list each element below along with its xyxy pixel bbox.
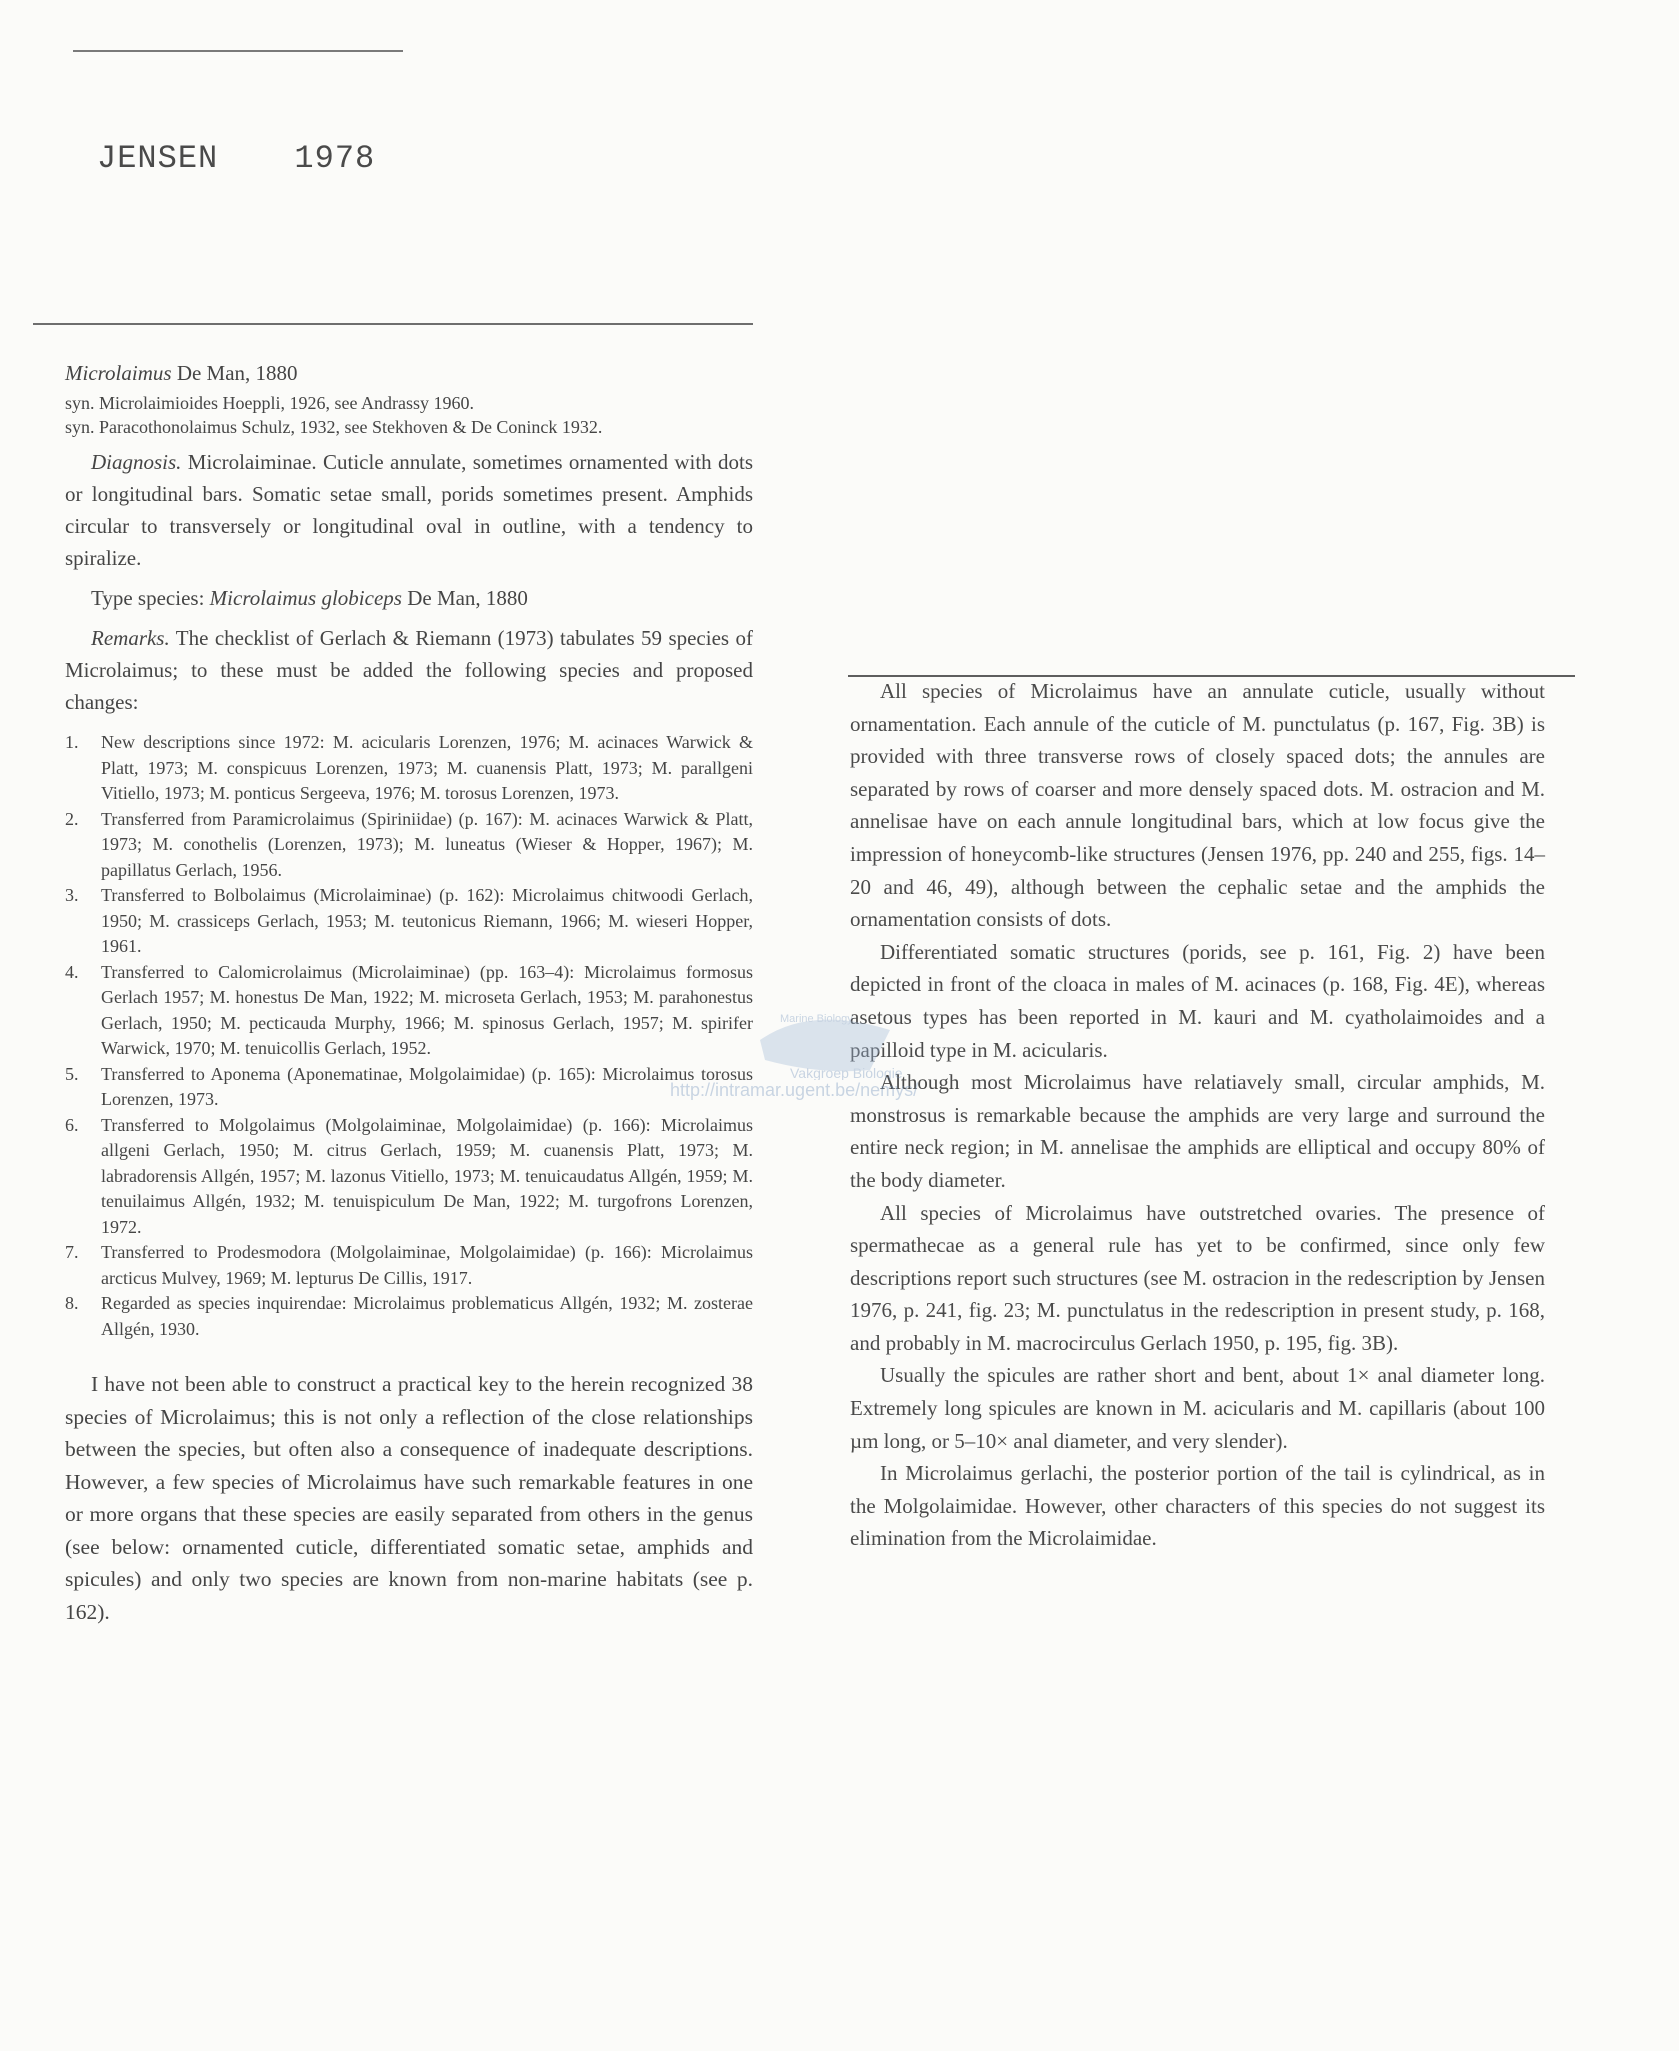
type-species-name: Microlaimus globiceps <box>209 586 402 610</box>
paragraph-spicules: Usually the spicules are rather short and bent, about 1× anal diameter long. Extremely long spicules are known in M. acicularis and M. capillaris (about 100 µm long, or 5–10× anal diameter, and very slender). <box>850 1363 1545 1453</box>
list-item-number: 7. <box>65 1242 79 1262</box>
list-item <box>65 960 753 1062</box>
header-year: 1978 <box>294 140 376 177</box>
list-item <box>65 1291 753 1342</box>
watermark-org2: Vakgroep Biologie <box>790 1065 903 1080</box>
left-column-rule <box>33 323 753 325</box>
list-item-number: 5. <box>65 1063 79 1084</box>
list-item-text: Transferred to Molgolaimus (Molgolaiminae, Molgolaimidae) (p. 166): Microlaimus allgeni Gerlach, 1950; M. citrus Gerlach, 1959; M. cuanensis Platt, 1973; M. labradorensis Allgén, 1957; M. lazonus Vitiello, 1973; M. tenuicaudatus Allgén, 1959; M. tenuilaimus Allgén, 1932; M. tenuispiculum De Man, 1922; M. turgofrons Lorenzen, 1972. <box>101 1114 753 1237</box>
paragraph-tail: In Microlaimus gerlachi, the posterior portion of the tail is cylindrical, as in the Molgolaimidae. However, other characters of this species do not suggest its elimination from the Microlaimidae. <box>850 1461 1545 1551</box>
list-item-text: New descriptions since 1972: M. acicularis Lorenzen, 1976; M. acinaces Warwick & Platt, 1973; M. conspicuus Lorenzen, 1973; M. cuanensis Platt, 1973; M. parallgeni Vitiello, 1973; M. ponticus Sergeeva, 1976; M. torosus Lorenzen, 1973. <box>101 732 753 803</box>
remarks-paragraph <box>65 622 753 718</box>
watermark-org1: Marine Biology <box>780 1013 853 1025</box>
list-item-text: Transferred to Calomicrolaimus (Microlaiminae) (pp. 163–4): Microlaimus formosus Gerlach 1957; M. honestus De Man, 1922; M. microseta Gerlach, 1953; M. parahonestus Gerlach, 1950; M. pecticauda Murphy, 1966; M. spinosus Gerlach, 1957; M. spirifer Warwick, 1970; M. tenuicollis Gerlach, 1952. <box>101 961 753 1058</box>
list-item-text: Regarded as species inquirendae: Microlaimus problematicus Allgén, 1932; M. zosterae Allgén, 1930. <box>101 1293 753 1339</box>
list-item-number: 4. <box>65 961 79 982</box>
list-item <box>65 1062 753 1113</box>
list-item <box>65 1240 753 1291</box>
header-author: JENSEN <box>97 140 219 177</box>
diagnosis-paragraph <box>65 446 753 574</box>
paragraph-somatic-structures: Differentiated somatic structures (porids, see p. 161, Fig. 2) have been depicted in front of the cloaca in males of M. acinaces (p. 168, Fig. 4E), whereas asetous types has been reported in M. kauri and M. cyatholaimoides and a papilloid type in M. acicularis. <box>850 939 1545 1062</box>
list-item <box>65 883 753 960</box>
list-item-text: Transferred to Prodesmodora (Molgolaiminae, Molgolaimidae) (p. 166): Microlaimus arcticus Mulvey, 1969; M. lepturus De Cillis, 1917. <box>101 1242 753 1288</box>
remarks-label: Remarks. <box>91 626 170 650</box>
type-species-paragraph <box>65 582 753 614</box>
list-item-text: Transferred to Bolbolaimus (Microlaiminae) (p. 162): Microlaimus chitwoodi Gerlach, 1950; M. crassiceps Gerlach, 1953; M. teutonicus Riemann, 1966; M. wieseri Hopper, 1961. <box>101 885 753 956</box>
list-item-number: 8. <box>65 1293 79 1313</box>
list-item-number: 2. <box>65 808 79 829</box>
synonym-2: syn. Paracothonolaimus Schulz, 1932, see Stekhoven & De Coninck 1932. <box>65 417 603 437</box>
list-item <box>65 807 753 884</box>
diagnosis-text: Microlaiminae. Cuticle annulate, sometimes ornamented with dots or longitudinal bars. Somatic setae small, porids sometimes present. Amphids circular to transversely or longitudinal oval in outline, with a tendency to spiralize. <box>65 450 753 570</box>
list-item-number: 1. <box>65 732 79 752</box>
page-header <box>97 140 431 177</box>
paragraph-cuticle: All species of Microlaimus have an annulate cuticle, usually without ornamentation. Each annule of the cuticle of M. punctulatus (p. 167, Fig. 3B) is provided with three transverse rows of closely spaced dots; the annules are separated by rows of coarser and more densely spaced dots. M. ostracion and M. annelisae have on each annule longitudinal bars, which at low focus give the impression of honeycomb-like structures (Jensen 1976, pp. 240 and 255, figs. 14–20 and 46, 49), although between the cephalic setae and the amphids the ornamentation consists of dots. <box>850 679 1545 932</box>
list-item <box>65 730 753 807</box>
list-item-number: 6. <box>65 1114 79 1135</box>
list-item <box>65 1113 753 1241</box>
right-column <box>850 675 1545 1555</box>
type-species-author: De Man, 1880 <box>401 586 528 610</box>
changes-list <box>65 730 753 1342</box>
paragraph-amphids: Although most Microlaimus have relatiavely small, circular amphids, M. monstrosus is remarkable because the amphids are very large and surround the entire neck region; in M. annelisae the amphids are elliptical and occupy 80% of the body diameter. <box>850 1070 1545 1192</box>
left-column <box>65 360 753 1650</box>
closing-paragraph: I have not been able to construct a practical key to the herein recognized 38 species of Microlaimus; this is not only a reflection of the close relationships between the species, but often also a consequence of inadequate descriptions. However, a few species of Microlaimus have such remarkable features in one or more organs that these species are easily separated from others in the genus (see below: ornamented cuticle, differentiated somatic setae, amphids and spicules) and only two species are known from non-marine habitats (see p. 162). <box>65 1372 753 1624</box>
type-species-label: Type species: <box>91 586 210 610</box>
synonym-1: syn. Microlaimioides Hoeppli, 1926, see Andrassy 1960. <box>65 393 474 413</box>
list-item-number: 3. <box>65 885 79 905</box>
top-rule <box>73 50 403 52</box>
genus-heading <box>65 360 753 386</box>
genus-name: Microlaimus <box>65 361 172 385</box>
watermark-url[interactable]: http://intramar.ugent.be/nemys/ <box>670 1080 919 1100</box>
diagnosis-label: Diagnosis. <box>91 450 182 474</box>
list-item-text: Transferred to Aponema (Aponematinae, Molgolaimidae) (p. 165): Microlaimus torosus Lorenzen, 1973. <box>101 1063 753 1109</box>
list-item-text: Transferred from Paramicrolaimus (Spiriniidae) (p. 167): M. acinaces Warwick & Platt, 1973; M. conothelis (Lorenzen, 1973); M. luneatus (Wieser & Hopper, 1967); M. papillatus Gerlach, 1956. <box>101 808 753 880</box>
paragraph-ovaries: All species of Microlaimus have outstretched ovaries. The presence of spermathecae as a general rule has yet to be confirmed, since only few descriptions report such structures (see M. ostracion in the redescription by Jensen 1976, p. 241, fig. 23; M. punctulatus in the redescription in present study, p. 168, and probably in M. macrocirculus Gerlach 1950, p. 195, fig. 3B). <box>850 1200 1545 1355</box>
remarks-text: The checklist of Gerlach & Riemann (1973) tabulates 59 species of Microlaimus; to these must be added the following species and proposed changes: <box>65 626 753 714</box>
genus-author: De Man, 1880 <box>171 361 298 385</box>
